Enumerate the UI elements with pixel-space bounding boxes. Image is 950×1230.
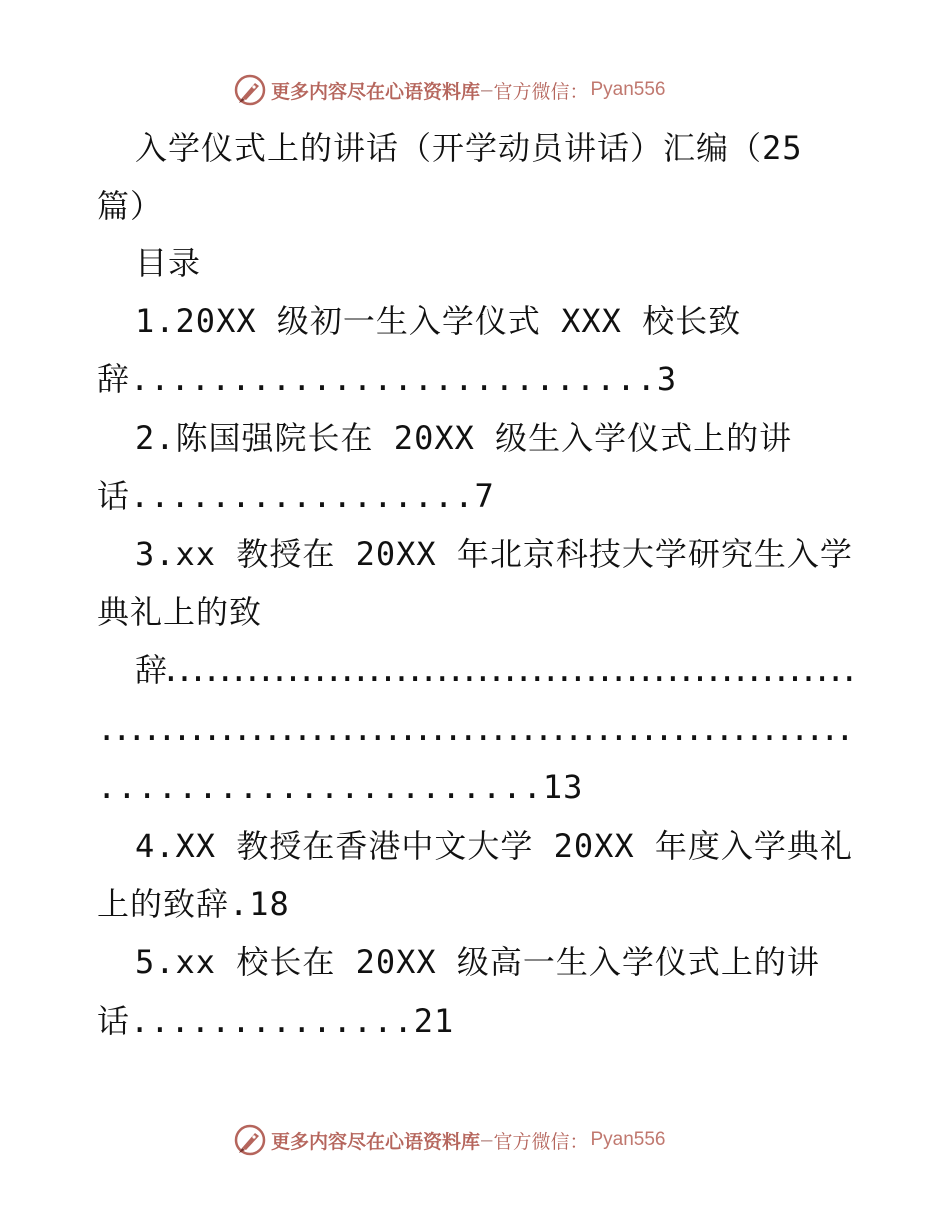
pen-logo-icon: [233, 1123, 267, 1157]
document-title-line-1: 入学仪式上的讲话（开学动员讲话）汇编（25: [135, 129, 803, 167]
pen-logo-icon: [233, 73, 267, 107]
watermark-dash: —: [481, 79, 493, 101]
toc-entry-3-line-4: ..................................................: [97, 710, 851, 748]
toc-entry-2-line-2: 话.................7: [97, 477, 495, 515]
watermark-wechat-handle: Pyan556: [590, 1129, 666, 1150]
toc-entry-3-line-2: 典礼上的致: [97, 593, 263, 631]
toc-entry-5-line-2: 话..............21: [97, 1002, 455, 1040]
watermark-wechat-label: 官方微信：: [493, 1130, 589, 1153]
watermark-dash: —: [481, 1129, 493, 1151]
header-watermark: [233, 72, 666, 108]
toc-entry-3-line-1: 3.xx 教授在 20XX 年北京科技大学研究生入学: [135, 535, 853, 573]
toc-entry-1-line-2: 辞..........................3: [97, 360, 678, 398]
toc-entry-4-line-2: 上的致辞.18: [97, 885, 290, 923]
toc-entry-5-line-1: 5.xx 校长在 20XX 级高一生入学仪式上的讲: [135, 943, 820, 981]
toc-entry-2-line-1: 2.陈国强院长在 20XX 级生入学仪式上的讲: [135, 419, 793, 457]
toc-heading: 目录: [135, 244, 202, 282]
toc-entry-3-line-3: 辞...................................................: [135, 651, 854, 689]
document-title-line-2: 篇）: [97, 187, 164, 225]
toc-entry-4-line-1: 4.XX 教授在香港中文大学 20XX 年度入学典礼: [135, 827, 853, 865]
watermark-text: 更多内容尽在心语资料库: [271, 1130, 481, 1153]
watermark-text: 更多内容尽在心语资料库: [271, 80, 481, 103]
toc-entry-1-line-1: 1.20XX 级初一生入学仪式 XXX 校长致: [135, 302, 742, 340]
toc-entry-3-line-5: ......................13: [97, 768, 584, 806]
watermark-wechat-label: 官方微信：: [493, 80, 589, 103]
watermark-wechat-handle: Pyan556: [590, 79, 666, 100]
footer-watermark: [233, 1122, 666, 1158]
